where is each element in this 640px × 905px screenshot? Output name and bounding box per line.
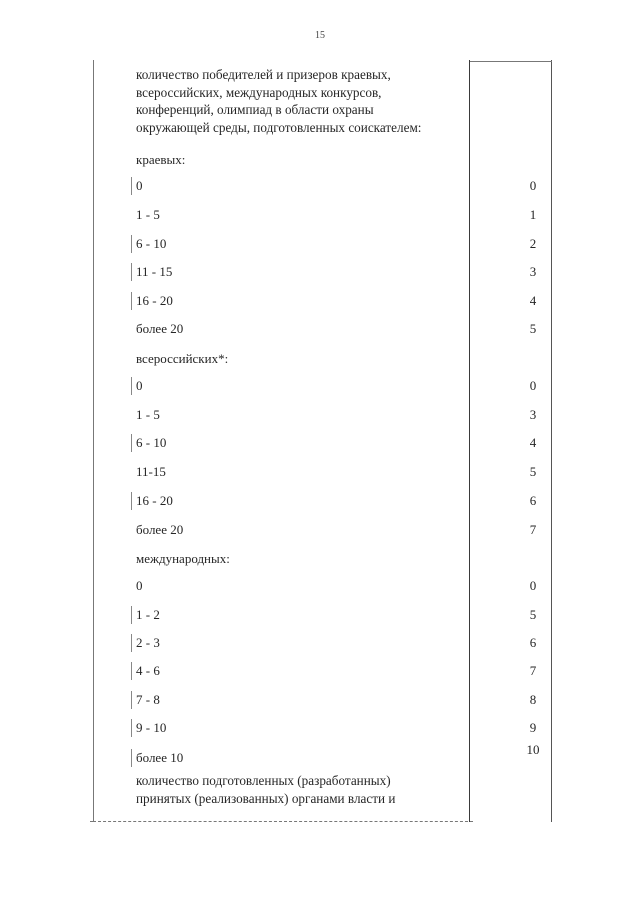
range-label: 16 - 20 xyxy=(136,493,173,508)
row-marker xyxy=(131,235,132,253)
score-value: 3 xyxy=(529,264,537,279)
criterion-description xyxy=(136,66,468,136)
score-value: 5 xyxy=(529,607,537,622)
score-value: 3 xyxy=(529,407,537,422)
range-label: 1 - 5 xyxy=(136,207,160,222)
score-value: 5 xyxy=(529,464,537,479)
range-label: 0 xyxy=(136,178,143,193)
table-row xyxy=(0,605,640,625)
score-value: 4 xyxy=(529,293,537,308)
table-bottom-border xyxy=(93,821,473,822)
row-marker xyxy=(131,177,132,195)
score-value: 2 xyxy=(529,236,537,251)
range-label: 6 - 10 xyxy=(136,236,167,251)
score-value: 7 xyxy=(529,522,537,537)
range-label: 0 xyxy=(136,378,143,393)
table-row xyxy=(0,405,640,425)
table-row xyxy=(0,433,640,453)
table-row xyxy=(0,661,640,681)
table-row xyxy=(0,462,640,482)
score-value: 0 xyxy=(529,178,537,193)
section-title-international: международных: xyxy=(136,551,230,566)
intro-line: окружающей среды, подготовленных соискателем: xyxy=(136,119,422,135)
range-label: более 20 xyxy=(136,321,184,336)
row-marker xyxy=(131,492,132,510)
range-label: 2 - 3 xyxy=(136,635,160,650)
table-top-border xyxy=(470,61,552,62)
range-label: 0 xyxy=(136,578,143,593)
row-marker xyxy=(131,606,132,624)
score-value: 0 xyxy=(529,378,537,393)
score-value: 10 xyxy=(526,742,540,757)
score-value: 4 xyxy=(529,435,537,450)
range-label: 11 - 15 xyxy=(136,264,173,279)
range-label: 1 - 2 xyxy=(136,607,160,622)
score-value: 0 xyxy=(529,578,537,593)
table-row xyxy=(0,262,640,282)
table-row xyxy=(0,376,640,396)
table-bottom-corner xyxy=(90,821,95,822)
page-number: 15 xyxy=(315,30,325,41)
table-row xyxy=(0,690,640,710)
table-row xyxy=(0,576,640,596)
table-row xyxy=(0,742,640,768)
row-marker xyxy=(131,662,132,680)
row-marker xyxy=(131,292,132,310)
table-row xyxy=(0,176,640,196)
score-value: 8 xyxy=(529,692,537,707)
table-row xyxy=(0,491,640,511)
intro-line: количество победителей и призеров краевых, xyxy=(136,67,391,82)
row-marker xyxy=(131,634,132,652)
row-marker xyxy=(131,377,132,395)
score-value: 9 xyxy=(529,720,537,735)
score-value: 5 xyxy=(529,321,537,336)
score-value: 6 xyxy=(529,635,537,650)
row-marker xyxy=(131,749,132,767)
range-label: 4 - 6 xyxy=(136,663,160,678)
score-value: 7 xyxy=(529,663,537,678)
range-label: 1 - 5 xyxy=(136,407,160,422)
range-label: 9 - 10 xyxy=(136,720,167,735)
next-criterion-description xyxy=(136,772,470,807)
row-marker xyxy=(131,263,132,281)
section-title-national: всероссийских*: xyxy=(136,351,229,366)
outro-line: принятых (реализованных) органами власти и xyxy=(136,790,396,806)
table-row xyxy=(0,319,640,339)
table-row xyxy=(0,234,640,254)
outro-line: количество подготовленных (разработанных) xyxy=(136,773,391,788)
table-row xyxy=(0,520,640,540)
table-row xyxy=(0,718,640,738)
range-label: 7 - 8 xyxy=(136,692,160,707)
section-title-regional: краевых: xyxy=(136,152,186,167)
range-label: более 20 xyxy=(136,522,184,537)
intro-line: всероссийских, международных конкурсов, xyxy=(136,84,382,100)
intro-line: конференций, олимпиад в области охраны xyxy=(136,102,374,117)
table-row xyxy=(0,633,640,653)
row-marker xyxy=(131,434,132,452)
range-label: более 10 xyxy=(136,750,184,765)
row-marker xyxy=(131,691,132,709)
range-label: 6 - 10 xyxy=(136,435,167,450)
range-label: 11-15 xyxy=(136,464,166,479)
row-marker xyxy=(131,719,132,737)
table-row xyxy=(0,205,640,225)
range-label: 16 - 20 xyxy=(136,293,173,308)
score-value: 1 xyxy=(529,207,537,222)
table-row xyxy=(0,291,640,311)
score-value: 6 xyxy=(529,493,537,508)
